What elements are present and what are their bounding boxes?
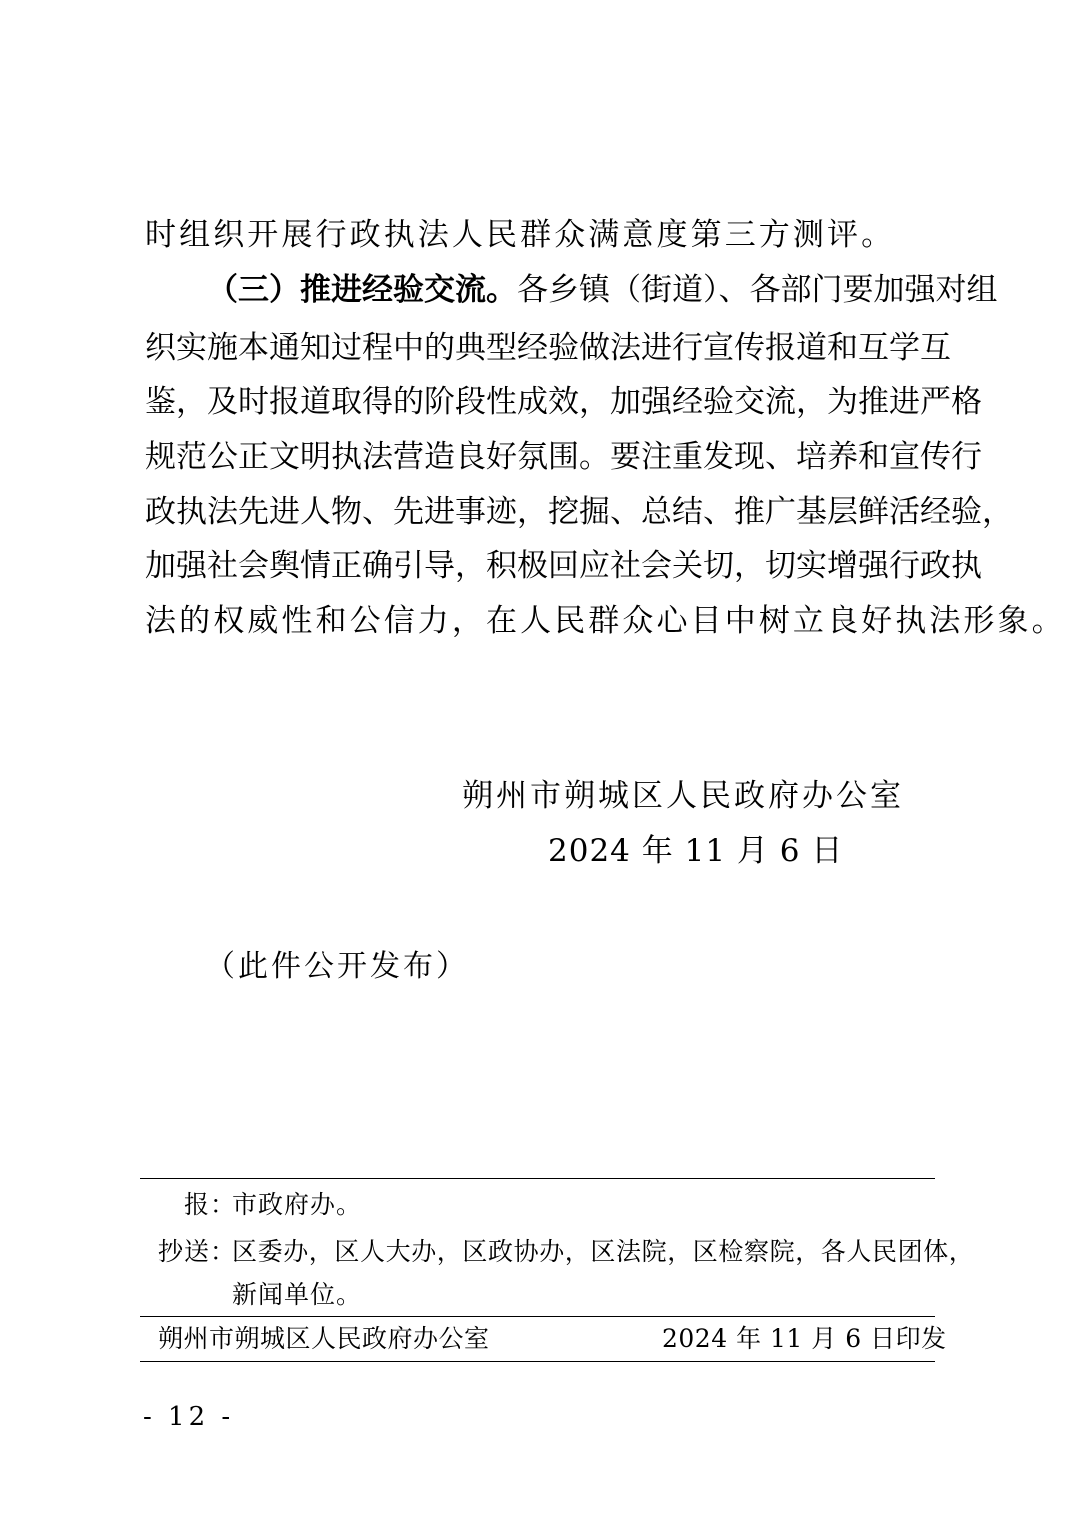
footer-issuer: 朔州市朔城区人民政府办公室 xyxy=(158,1324,490,1353)
cc-recipients-continued: 新闻单位。 xyxy=(232,1280,363,1309)
signature-date: 2024 年 11 月 6 日 xyxy=(548,833,844,869)
body-paragraph-text: 各乡镇（街道）、各部门要加强对组 xyxy=(517,272,998,308)
section-heading: （三）推进经验交流。 xyxy=(207,272,517,308)
footer-top-rule xyxy=(140,1316,935,1317)
cc-recipients: 区委办，区人大办，区政协办，区法院，区检察院，各人民团体， xyxy=(232,1237,975,1266)
body-paragraph-line: 织实施本通知过程中的典型经验做法进行宣传报道和互学互 xyxy=(145,330,951,366)
signature-issuer: 朔州市朔城区人民政府办公室 xyxy=(462,778,904,814)
report-recipients: 市政府办。 xyxy=(232,1190,363,1219)
publication-note: （此件公开发布） xyxy=(205,949,469,984)
body-paragraph-line: 政执法先进人物、先进事迹，挖掘、总结、推广基层鲜活经验， xyxy=(145,494,1013,530)
distribution-top-rule xyxy=(140,1178,935,1179)
footer-print-date: 2024 年 11 月 6 日印发 xyxy=(662,1324,947,1353)
body-paragraph-line: 时组织开展行政执法人民群众满意度第三方测评。 xyxy=(145,217,896,253)
body-paragraph-line: 加强社会舆情正确引导，积极回应社会关切，切实增强行政执 xyxy=(145,548,982,584)
body-paragraph-line: 鉴，及时报道取得的阶段性成效，加强经验交流，为推进严格 xyxy=(145,384,982,420)
cc-label: 抄送： xyxy=(158,1237,237,1266)
page-number: - 12 - xyxy=(143,1402,235,1432)
report-label: 报： xyxy=(184,1190,237,1219)
section-heading-line xyxy=(207,270,998,310)
footer-bottom-rule xyxy=(140,1361,935,1362)
body-paragraph-line: 法的权威性和公信力，在人民群众心目中树立良好执法形象。 xyxy=(145,603,1066,639)
body-paragraph-line: 规范公正文明执法营造良好氛围。要注重发现、培养和宣传行 xyxy=(145,439,982,475)
